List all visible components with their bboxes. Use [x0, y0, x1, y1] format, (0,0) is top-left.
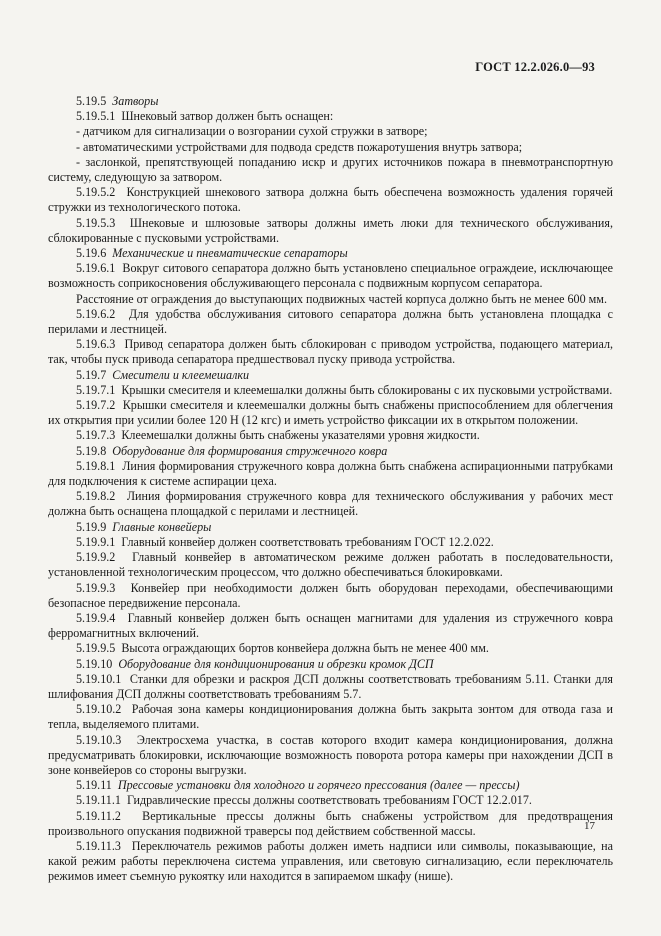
clause-text: Привод сепаратора должен быть сблокирован с приводом устройства, подающего материал, так, чтобы пуск привода сепаратора предшествовал пуску привода устройства.: [48, 337, 613, 367]
paragraph: [48, 459, 613, 489]
clause-number: 5.19.6.3: [76, 337, 116, 352]
paragraph: [48, 428, 613, 443]
paragraph: [48, 337, 613, 367]
section-title: Главные конвейеры: [112, 519, 212, 534]
clause-text: Линия формирования стружечного ковра должна быть снабжена аспирационными патрубками для подключения к системе аспирации цеха.: [48, 458, 613, 489]
clause-text: Шнековый затвор должен быть оснащен:: [121, 109, 334, 124]
paragraph: [48, 124, 613, 139]
clause-text: Конвейер при необходимости должен быть оборудован переходами, обеспечивающими безопасное передвижение персонала.: [48, 580, 614, 610]
clause-text: Шнековые и шлюзовые затворы должны иметь люки для технического обслуживания, сблокированные с пусковыми устройствами.: [48, 215, 613, 245]
paragraph: [48, 398, 613, 428]
paragraph: [48, 489, 613, 519]
clause-number: 5.19.11.3: [76, 838, 121, 853]
paragraph: [48, 611, 613, 641]
clause-number: 5.19.7.2: [76, 398, 116, 413]
paragraph: [48, 733, 613, 779]
clause-number: 5.19.8.2: [76, 489, 116, 504]
paragraph: [48, 839, 613, 885]
clause-text: Гидравлические прессы должны соответствовать требованиям ГОСТ 12.2.017.: [126, 793, 532, 808]
clause-text: Конструкцией шнекового затвора должна быть обеспечена возможность удаления горячей стружки из технологического потока.: [48, 185, 614, 215]
clause-text: Переключатель режимов работы должен иметь надписи или символы, показывающие, на какой режим работы переключена система управления, или световую сигнализацию, если переключатель режимов имеет съемную рукоятку или находится в запираемом шкафу (нише).: [48, 838, 614, 884]
clause-number: 5.19.10.3: [76, 732, 122, 747]
clause-number: 5.19.10: [76, 656, 113, 671]
clause-number: 5.19.5.3: [76, 215, 116, 230]
paragraph: [48, 778, 613, 793]
clause-number: 5.19.9.4: [76, 610, 116, 625]
paragraph: [48, 809, 613, 839]
clause-number: 5.19.9.1: [76, 534, 116, 549]
paragraph: [48, 550, 613, 580]
paragraph: [48, 702, 613, 732]
clause-number: 5.19.6.1: [76, 261, 116, 276]
paragraph: [48, 246, 613, 261]
section-title: Оборудование для формирования стружечного ковра: [112, 443, 388, 458]
clause-number: 5.19.7: [76, 367, 107, 382]
clause-text: Главный конвейер должен соответствовать требованиям ГОСТ 12.2.022.: [121, 534, 494, 549]
clause-number: 5.19.11.1: [76, 793, 121, 808]
clause-text: Вокруг ситового сепаратора должно быть установлено специальное ограждеие, исключающее возможность соприкосновения обслуживающего персонала с подвижным корпусом сепаратора.: [48, 261, 614, 291]
clause-text: Рабочая зона камеры кондиционирования должна быть закрыта зонтом для отвода газа и тепла, выделяемого плитами.: [48, 702, 614, 732]
clause-number: 5.19.5.2: [76, 185, 116, 200]
paragraph: [48, 520, 613, 535]
paragraph: [48, 109, 613, 124]
paragraph: [48, 94, 613, 109]
clause-number: 5.19.6.2: [76, 306, 116, 321]
paragraph: [48, 581, 613, 611]
clause-text: Электросхема участка, в состав которого входит камера кондиционирования, должна предусматривать блокировки, исключающие возможность поворота ротора камеры при нахождении ДСП в зоне конвейеров со стороны выгрузки.: [48, 732, 614, 777]
clause-number: 5.19.11.2: [76, 808, 121, 823]
paragraph: [48, 535, 613, 550]
paragraph: [48, 383, 613, 398]
list-item-text: - датчиком для сигнализации о возгорании сухой стружки в затворе;: [76, 124, 428, 139]
clause-text: Вертикальные прессы должны быть снабжены устройством для предотвращения произвольного опускания подвижной траверсы под действием собственной массы.: [48, 808, 613, 838]
paragraph: [48, 368, 613, 383]
clause-text: Станки для обрезки и раскроя ДСП должны соответствовать требованиям 5.11. Станки для шлифования ДСП должны соответствовать требованиям 5.7.: [48, 671, 613, 701]
section-title: Смесители и клеемешалки: [112, 367, 250, 382]
clause-number: 5.19.9.2: [76, 550, 116, 565]
clause-number: 5.19.5: [76, 94, 107, 108]
section-title: Прессовые установки для холодного и горячего прессования (далее — прессы): [117, 778, 520, 793]
section-title: Механические и пневматические сепараторы: [112, 246, 348, 261]
clause-text: Линия формирования стружечного ковра для технического обслуживания у рабочих мест должна быть оснащена площадкой с перилами и лестницей.: [48, 489, 613, 519]
paragraph: [48, 793, 613, 808]
clause-number: 5.19.9.3: [76, 580, 116, 595]
clause-number: 5.19.7.1: [76, 382, 116, 397]
paragraph: [48, 155, 613, 185]
clause-text: Крышки смесителя и клеемешалки должны быть снабжены приспособлением для облегчения их открытия при усилии более 120 Н (12 кгс) и иметь устройство фиксации их в открытом положении.: [48, 398, 614, 428]
paragraph: [48, 657, 613, 672]
clause-number: 5.19.9.5: [76, 641, 116, 656]
section-title: Затворы: [112, 94, 159, 108]
clause-text: Главный конвейер должен быть оснащен магнитами для удаления из стружечного ковра ферромагнитных включений.: [48, 610, 613, 641]
clause-text: Высота ограждающих бортов конвейера должна быть не менее 400 мм.: [121, 641, 489, 656]
paragraph: [48, 216, 613, 246]
clause-text: Расстояние от ограждения до выступающих подвижных частей корпуса должно быть не менее 600 мм.: [76, 291, 607, 306]
clause-number: 5.19.9: [76, 519, 107, 534]
paragraph: [48, 444, 613, 459]
standard-code-header: ГОСТ 12.2.026.0—93: [475, 60, 595, 74]
clause-text: Главный конвейер в автоматическом режиме должен работать в последовательности, установленной технологическим процессом, что должно обеспечиваться блокировками.: [48, 550, 614, 580]
list-item-text: - автоматическими устройствами для подвода средств пожаротушения внутрь затвора;: [76, 139, 523, 154]
paragraph: [48, 185, 613, 215]
paragraph: [48, 292, 613, 307]
paragraph: [48, 641, 613, 656]
clause-number: 5.19.10.2: [76, 702, 122, 717]
clause-number: 5.19.7.3: [76, 428, 116, 443]
clause-number: 5.19.11: [76, 778, 112, 793]
paragraph: [48, 261, 613, 291]
clause-text: Для удобства обслуживания ситового сепаратора должна быть установлена площадка с перилами и лестницей.: [48, 306, 614, 337]
paragraph: [48, 307, 613, 337]
list-item-text: - заслонкой, препятствующей попаданию искр и других источников пожара в пневмотранспортную систему, следующую за затвором.: [48, 154, 613, 185]
clause-number: 5.19.8.1: [76, 458, 116, 473]
clause-number: 5.19.5.1: [76, 109, 116, 124]
document-body: [48, 94, 613, 885]
page-number: 17: [584, 820, 595, 832]
paragraph: [48, 672, 613, 702]
clause-text: Клеемешалки должны быть снабжены указателями уровня жидкости.: [121, 428, 480, 443]
clause-number: 5.19.6: [76, 246, 107, 261]
clause-number: 5.19.10.1: [76, 671, 122, 686]
section-title: Оборудование для кондиционирования и обрезки кромок ДСП: [118, 656, 434, 671]
clause-text: Крышки смесителя и клеемешалки должны быть сблокированы с их пусковыми устройствами.: [121, 382, 613, 397]
paragraph: [48, 140, 613, 155]
clause-number: 5.19.8: [76, 443, 107, 458]
